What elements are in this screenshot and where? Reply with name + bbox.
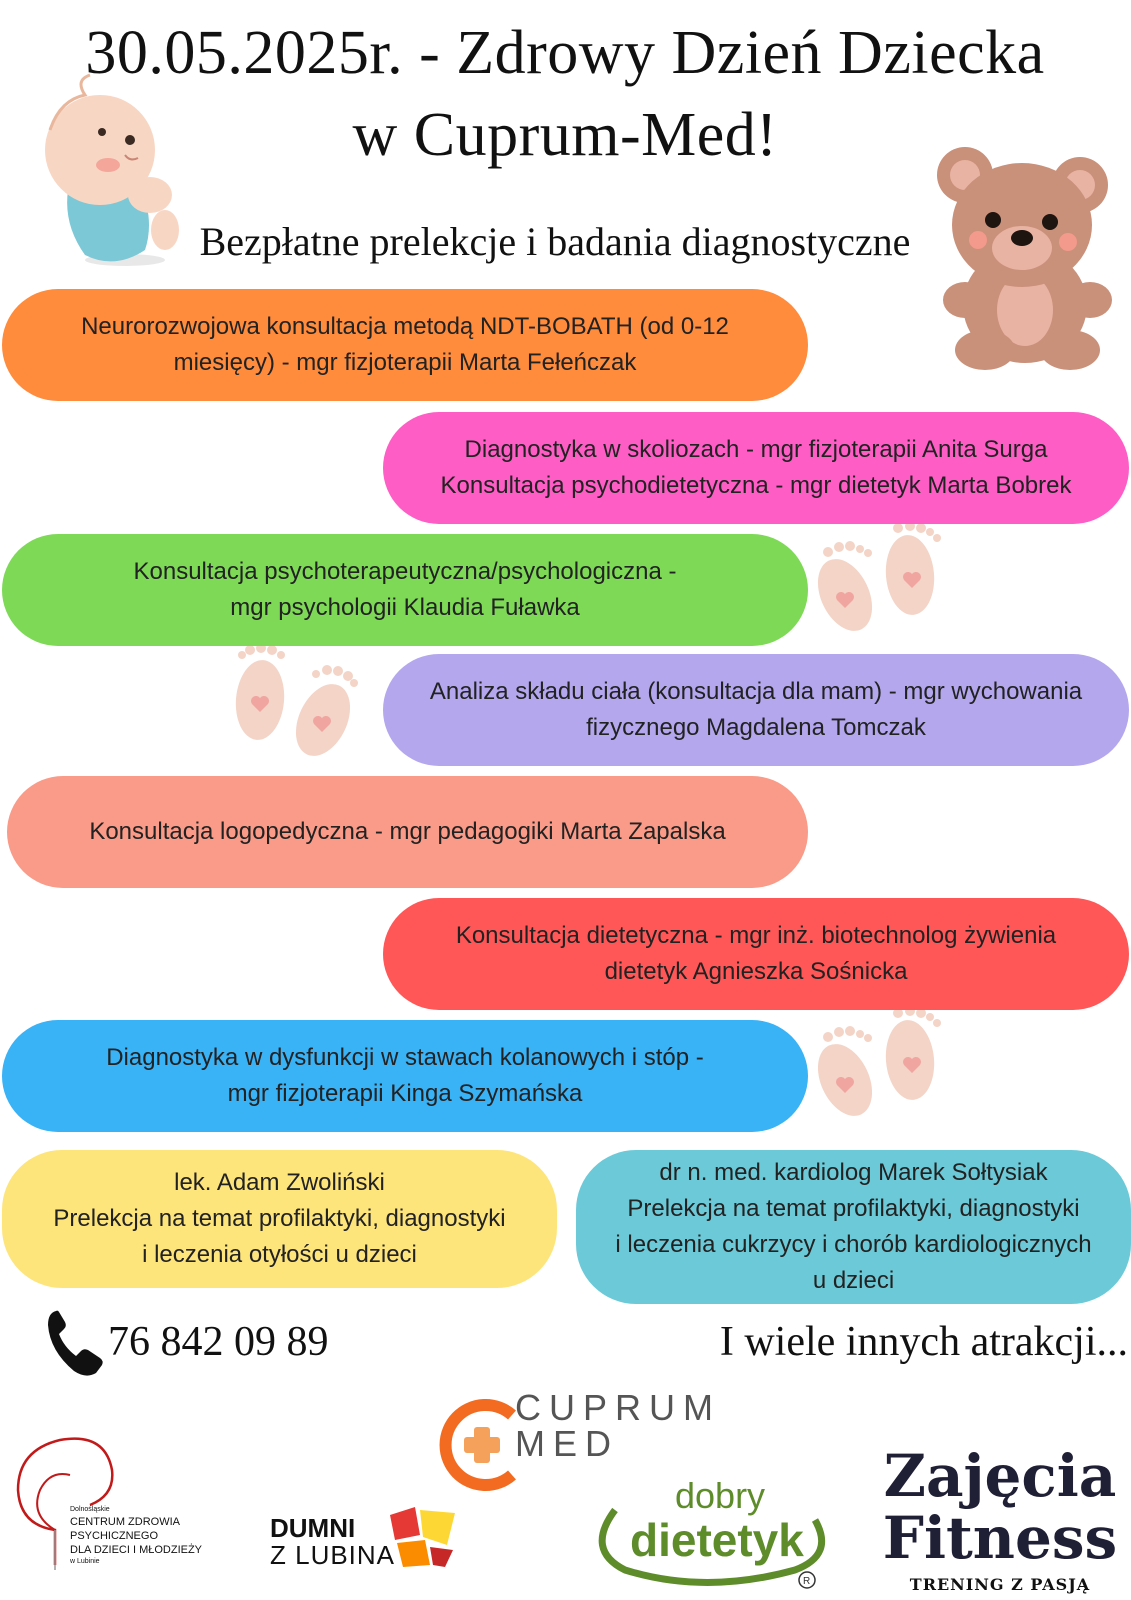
- lecture-text: i leczenia otyłości u dzieci: [142, 1241, 417, 1268]
- session-text: Diagnostyka w dysfunkcji w stawach kolanowych i stóp -: [106, 1044, 704, 1071]
- session-text: dietetyk Agnieszka Sośnicka: [604, 958, 908, 985]
- session-pill: [2, 1020, 808, 1132]
- centrum-zdrowia-text: [70, 1505, 220, 1567]
- teddy-bear-illustration: [930, 140, 1120, 370]
- session-text: miesięcy) - mgr fizjoterapii Marta Fełeńczak: [173, 349, 637, 376]
- centrum-region: Dolnośląskie: [70, 1506, 110, 1513]
- lecture-pill: [576, 1150, 1131, 1304]
- centrum-city: w Lubinie: [70, 1558, 100, 1565]
- lecture-speaker: lek. Adam Zwoliński: [174, 1169, 385, 1196]
- centrum-line3: DLA DZIECI I MŁODZIEŻY: [70, 1544, 203, 1556]
- lecture-text: Prelekcja na temat profilaktyki, diagnostyki: [627, 1195, 1080, 1222]
- lecture-text: i leczenia cukrzycy i chorób kardiologicznych: [615, 1231, 1092, 1258]
- lecture-speaker: dr n. med. kardiolog Marek Sołtysiak: [659, 1159, 1048, 1186]
- page-title-line2: w Cuprum-Med!: [352, 101, 778, 169]
- cuprum-med-logo: [515, 1387, 721, 1464]
- page-subtitle: Bezpłatne prelekcje i badania diagnostyczne: [199, 219, 911, 264]
- dobry-line2: dietetyk: [630, 1514, 804, 1566]
- dobry-line1: dobry: [675, 1475, 766, 1516]
- session-text: Analiza składu ciała (konsultacja dla mam) - mgr wychowania: [429, 678, 1083, 705]
- lecture-text: Prelekcja na temat profilaktyki, diagnostyki: [53, 1205, 506, 1232]
- session-pill: [2, 289, 808, 401]
- fitness-tagline: TRENING Z PASJĄ: [909, 1575, 1091, 1594]
- footprints-icon: [218, 640, 378, 770]
- session-text: mgr psychologii Klaudia Fuławka: [230, 594, 580, 621]
- lecture-text: u dzieci: [812, 1267, 895, 1294]
- more-attractions-text: I wiele innych atrakcji...: [719, 1319, 1128, 1365]
- cuprum-line1: CUPRUM: [515, 1387, 721, 1428]
- session-text: fizycznego Magdalena Tomczak: [586, 714, 926, 741]
- centrum-line2: PSYCHICZNEGO: [70, 1530, 159, 1542]
- svg-text:R: R: [803, 1576, 811, 1587]
- cuprum-line2: MED: [515, 1423, 619, 1464]
- session-pill: [2, 534, 808, 646]
- session-text: Konsultacja logopedyczna - mgr pedagogiki Marta Zapalska: [89, 818, 726, 845]
- fitness-line1: Zajęcia: [883, 1442, 1117, 1510]
- session-text: Konsultacja dietetyczna - mgr inż. biotechnolog żywienia: [455, 922, 1057, 949]
- session-text: Neurorozwojowa konsultacja metodą NDT-BOBATH (od 0-12: [81, 313, 729, 340]
- centrum-line1: CENTRUM ZDROWIA: [70, 1516, 180, 1528]
- session-text: mgr fizjoterapii Kinga Szymańska: [227, 1080, 583, 1107]
- dumni-z-lubina-logo: [270, 1515, 395, 1569]
- fitness-line2: Fitness: [882, 1504, 1118, 1572]
- session-text: Konsultacja psychodietetyczna - mgr dietetyk Marta Bobrek: [440, 472, 1072, 499]
- session-pill: [383, 412, 1129, 524]
- session-pill: [7, 776, 808, 888]
- dumni-line1: DUMNI: [270, 1513, 356, 1543]
- session-pill: [383, 654, 1129, 766]
- session-text: Diagnostyka w skoliozach - mgr fizjoterapii Anita Surga: [464, 436, 1048, 463]
- phone-icon: [42, 1307, 106, 1379]
- zajecia-fitness-logo: [880, 1442, 1120, 1594]
- dumni-emblem-icon: [385, 1505, 460, 1570]
- session-pill: [383, 898, 1129, 1010]
- baby-illustration: [30, 70, 180, 270]
- dumni-line2: Z LUBINA: [270, 1540, 396, 1570]
- session-text: Konsultacja psychoterapeutyczna/psychologiczna -: [133, 558, 677, 585]
- footprints-icon: [800, 520, 960, 650]
- lecture-pill: [2, 1150, 557, 1288]
- phone-number[interactable]: 76 842 09 89: [108, 1319, 329, 1365]
- page-title-line1: 30.05.2025r. - Zdrowy Dzień Dziecka: [85, 19, 1045, 87]
- footprints-icon: [800, 1005, 960, 1135]
